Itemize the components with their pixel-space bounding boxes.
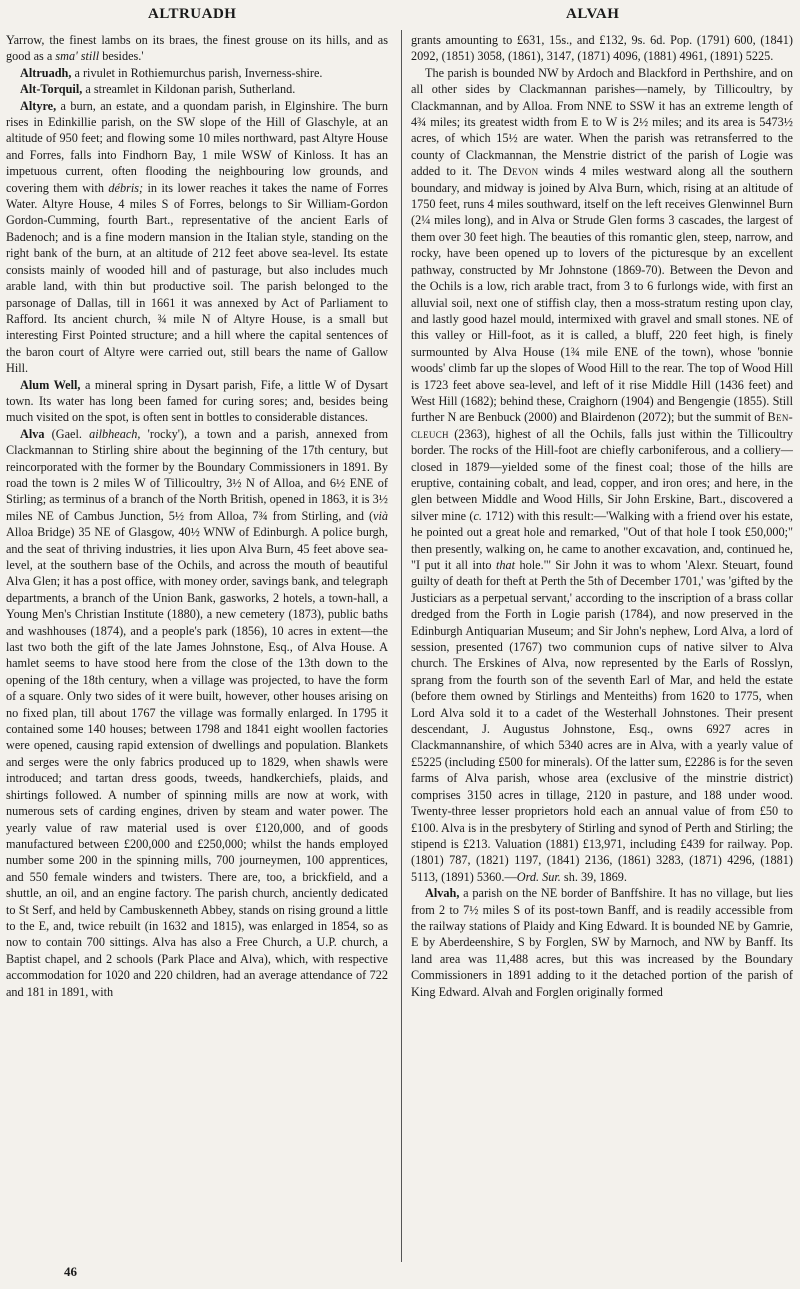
entry-altruadh: Altruadh, a rivulet in Rothiemurchus parish, Inverness-shire. bbox=[20, 65, 323, 80]
header-left-title: ALTRUADH bbox=[148, 6, 237, 22]
entry-alva-continuation: grants amounting to £631, 15s., and £132, 9s. 6d. Pop. (1791) 600, (1841) 2092, (1851) 3058, (1861), 3147, (1871) 4096, (1881) 4961, (1891) 5225. bbox=[411, 33, 793, 64]
headword: Alva bbox=[20, 426, 45, 441]
right-column bbox=[411, 32, 793, 1262]
headword: Altyre, bbox=[20, 98, 57, 113]
page-number: 46 bbox=[64, 1264, 77, 1279]
entry-yarrow-continuation: Yarrow, the finest lambs on its braes, the finest grouse on its hills, and as good as a sma' still besides.' bbox=[6, 33, 388, 64]
entry-altyre: Altyre, a burn, an estate, and a quondam parish, in Elginshire. The burn rises in Edinkillie parish, on the SW slope of the Hill of Glaschyle, at an altitude of 950 feet; and flowing some 10 miles northward, past Altyre House and Forres, falls into Findhorn Bay, 1 mile WSW of Kinloss. It has an impetuous current, often flooding the neighbouring low grounds, and covering them with débris; in its lower reaches it takes the name of Forres Water. Altyre House, 4 miles S of Forres, belongs to Sir William-Gordon Gordon-Cumming, fourth Bart., representative of the ancient Earls of Badenoch; and is a fine modern mansion in the Italian style, standing on the right bank of the burn, at an altitude of 212 feet above sea-level. Its estate consists mainly of wooded hill and of pasturage, but also includes much arable land, with thin but productive soil. The parish belonged to the parsonage of Dallas, till in 1661 it was annexed by Act of Parliament to Rafford. Its ancient church, ¾ mile N of Altyre House, is a small but interesting First Pointed structure; and a hill where the capital sentences of the baron court of Altyre were carried out, still bears the name of Gallow Hill. bbox=[6, 98, 388, 376]
entry-alva: Alva (Gael. ailbheach, 'rocky'), a town and a parish, annexed from Clackmannan to Stirling shire about the beginning of the 17th century, but reincorporated with the former by the Boundary Commissioners in 1891. By road the town is 2 miles W of Tillicoultry, 3½ N of Alloa, and 6½ ENE of Stirling; as terminus of a branch of the North British, opened in 1863, it is 3½ miles NE of Cambus Junction, 5½ from Alloa, 7¾ from Stirling, and (vià Alloa Bridge) 35 NE of Glasgow, 40½ WNW of Edinburgh. A police burgh, and the seat of thriving industries, it lies upon Alva Burn, 45 feet above sea-level, at the southern base of the Ochils, and across the mouth of beautiful Alva Glen; it has a post office, with money order, savings bank, and telegraph departments, a branch of the Union Bank, gasworks, 2 hotels, a town-hall, a Young Men's Christian Institute (1880), a new cemetery (1873), public baths and washhouses (1874), and a people's park (1856), 10 acres in extent—the last two both the gift of the late James Johnstone, Esq., of Alva House. A hamlet seems to have stood here from the close of the 13th down to the opening of the 18th century, when a village was projected, to have the form of a square. Only two sides of it were built, however, other houses arising on no fixed plan, till about 1767 the village was formally enlarged. In 1795 it contained some 140 houses; between 1798 and 1841 eight woollen factories were opened, causing rapid extension of dwellings and population. Blankets and serges were the only fabrics produced up to 1829, when shawls were introduced; and tartan dress goods, tweeds, handkerchiefs, plaids, and shirtings followed. A number of spinning mills are now at work, with numerous sets of carding engines, driven by steam and water power. The yearly value of raw material used is over £120,000, and of goods manufactured between £200,000 and £250,000; whilst the hands employed number some 200 in the spinning mills, 700 journeymen, 100 apprentices, and 550 female winders and twisters. There are, too, a brickfield, and a shuttle, an oil, and an engine factory. The parish church, anciently dedicated to St Serf, and held by Cambuskenneth Abbey, stands on rising ground a little to the E, and, twice rebuilt (in 1632 and 1815), was enlarged in 1854, so as now to contain 700 sittings. Alva has also a Free Church, a U.P. church, a Baptist chapel, and 2 schools (Park Place and Alva), which, with respective accommodation for 1020 and 220 children, had an average attendance of 722 and 181 in 1891, with bbox=[6, 426, 388, 999]
left-column bbox=[6, 32, 388, 1262]
headword: Altruadh, bbox=[20, 65, 72, 80]
column-divider bbox=[401, 30, 402, 1262]
headword: Alvah, bbox=[425, 886, 460, 901]
entry-alvah: Alvah, a parish on the NE border of Banffshire. It has no village, but lies from 2 to 7½ miles S of its post-town Banff, and is readily accessible from the railway stations of Plaidy and King Edward. It is bounded NE by Gamrie, E by Aberdeenshire, S by Forglen, SW by Marnoch, and NW by Banff. Its land area was 11,488 acres, but this was increased by the Boundary Commissioners in 1891 adding to it the detached portion of the parish of King Edward. Alvah and Forglen originally formed bbox=[411, 886, 793, 999]
entry-alva-parish: The parish is bounded NW by Ardoch and Blackford in Perthshire, and on all other sides by Clackmannan parishes—namely, by Tillicoultry, by Clackmannan, and by Alloa. From NNE to SSW it has an extreme length of 4¾ miles; its greatest width from E to W is 2½ miles; and its area is 5473½ acres, of which 15½ are water. When the parish was retransferred to the county of Clackmannan, the Menstrie district of the parish of Logie was added to it. The Devon winds 4 miles westward along all the southern boundary, and midway is joined by Alva Burn, which, rising at an altitude of 1750 feet, runs 4 miles southward, itself on the left receives Glenwinnel Burn (2¼ miles long), and in Alva or Strude Glen forms 3 cascades, the largest of them over 30 feet high. The beauties of this romantic glen, steep, narrow, and rocky, have been opened up to lovers of the picturesque by an excellent pathway, constructed by Mr Johnstone (1869-70). Between the Devon and the Ochils is a low, rich arable tract, from 3 to 6 furlongs wide, with first an alluvial soil, next one of stiffish clay, then a moss-stratum resting upon clay, and lastly good hazel mould, intermixed with gravel and small stones. NE of this valley or Hill-foot, as it is called, a bluff, 220 feet high, is finely surmounted by Alva House (1¾ mile ENE of the town), whose 'bonnie woods' climb far up the slopes of Wood Hill to the rear. The top of Wood Hill is 1723 feet above sea-level, and left of it rise Middle Hill (1436 feet) and West Hill (1682); behind these, Craighorn (1904) and Bengengie (1855). Still further N are Benbuck (2000) and Blairdenon (2072); but the summit of Ben-cleuch (2363), highest of all the Ochils, falls just within the Tillicoultry border. The rocks of the Hill-foot are chiefly carboniferous, and a colliery—closed in 1879—yielded some of the finest coal; those of the hills are eruptive, containing cobalt, and lead, copper, and iron ores; and here, in the glen between Middle and Wood Hills, Sir John Erskine, Bart., discovered a silver mine (c. 1712) with this result:—'Walking with a friend over his estate, he pointed out a great hole and remarked, "Out of that hole I took £50,000;" then presently, walking on, he came to another excavation, and, continued he, "I put it all into that hole."' Sir John it was to whom 'Alexr. Steuart, found guilty of death for theft at Perth the 5th of December 1701,' was 'gifted by the Justiciars as a perpetual servant,' according to the inscription of a brass collar dredged from the Forth in Logie parish (1784), and now preserved in the Edinburgh Antiquarian Museum; and Sir John's nephew, Lord Alva, a lord of session, presented (1767) two communion cups of native silver to Alva church. The Erskines of Alva, now represented by the Earls of Rosslyn, sprang from the fourth son of the seventh Earl of Mar, and held the estate (before them owned by Stirlings and Menteiths) from 1620 to 1775, when Lord Alva sold it to a cadet of the Westerhall Johnstones. Their present descendant, J. Augustus Johnstone, Esq., owns 6927 acres in Clackmannanshire, of which 5340 acres are in Alva, with a yearly value of £5225 (including £500 for minerals). Of the latter sum, £2286 is for the seven farms of Alva parish, whose area (exclusive of the minstrie district) comprises 3150 acres in tillage, 2120 in pasture, and 188 under wood. Twenty-three lesser proprietors hold each an annual value of from £50 to £100. Alva is in the presbytery of Stirling and synod of Perth and Stirling; the stipend is £213. Valuation (1881) £13,971, including £439 for railway. Pop. (1801) 787, (1821) 1197, (1841) 2136, (1861) 3283, (1871) 4296, (1881) 5113, (1891) 5360.—Ord. Sur. sh. 39, 1869. bbox=[411, 65, 793, 884]
entry-alt-torquil: Alt-Torquil, a streamlet in Kildonan parish, Sutherland. bbox=[20, 82, 296, 97]
headword: Alt-Torquil, bbox=[20, 82, 83, 97]
running-header bbox=[0, 6, 800, 28]
headword: Alum Well, bbox=[20, 377, 81, 392]
entry-alum-well: Alum Well, a mineral spring in Dysart parish, Fife, a little W of Dysart town. Its water has long been famed for curing sores; and, besides being much visited on the spot, is often sent in bottles to considerable distances. bbox=[6, 377, 388, 425]
header-right-title: ALVAH bbox=[566, 6, 620, 22]
